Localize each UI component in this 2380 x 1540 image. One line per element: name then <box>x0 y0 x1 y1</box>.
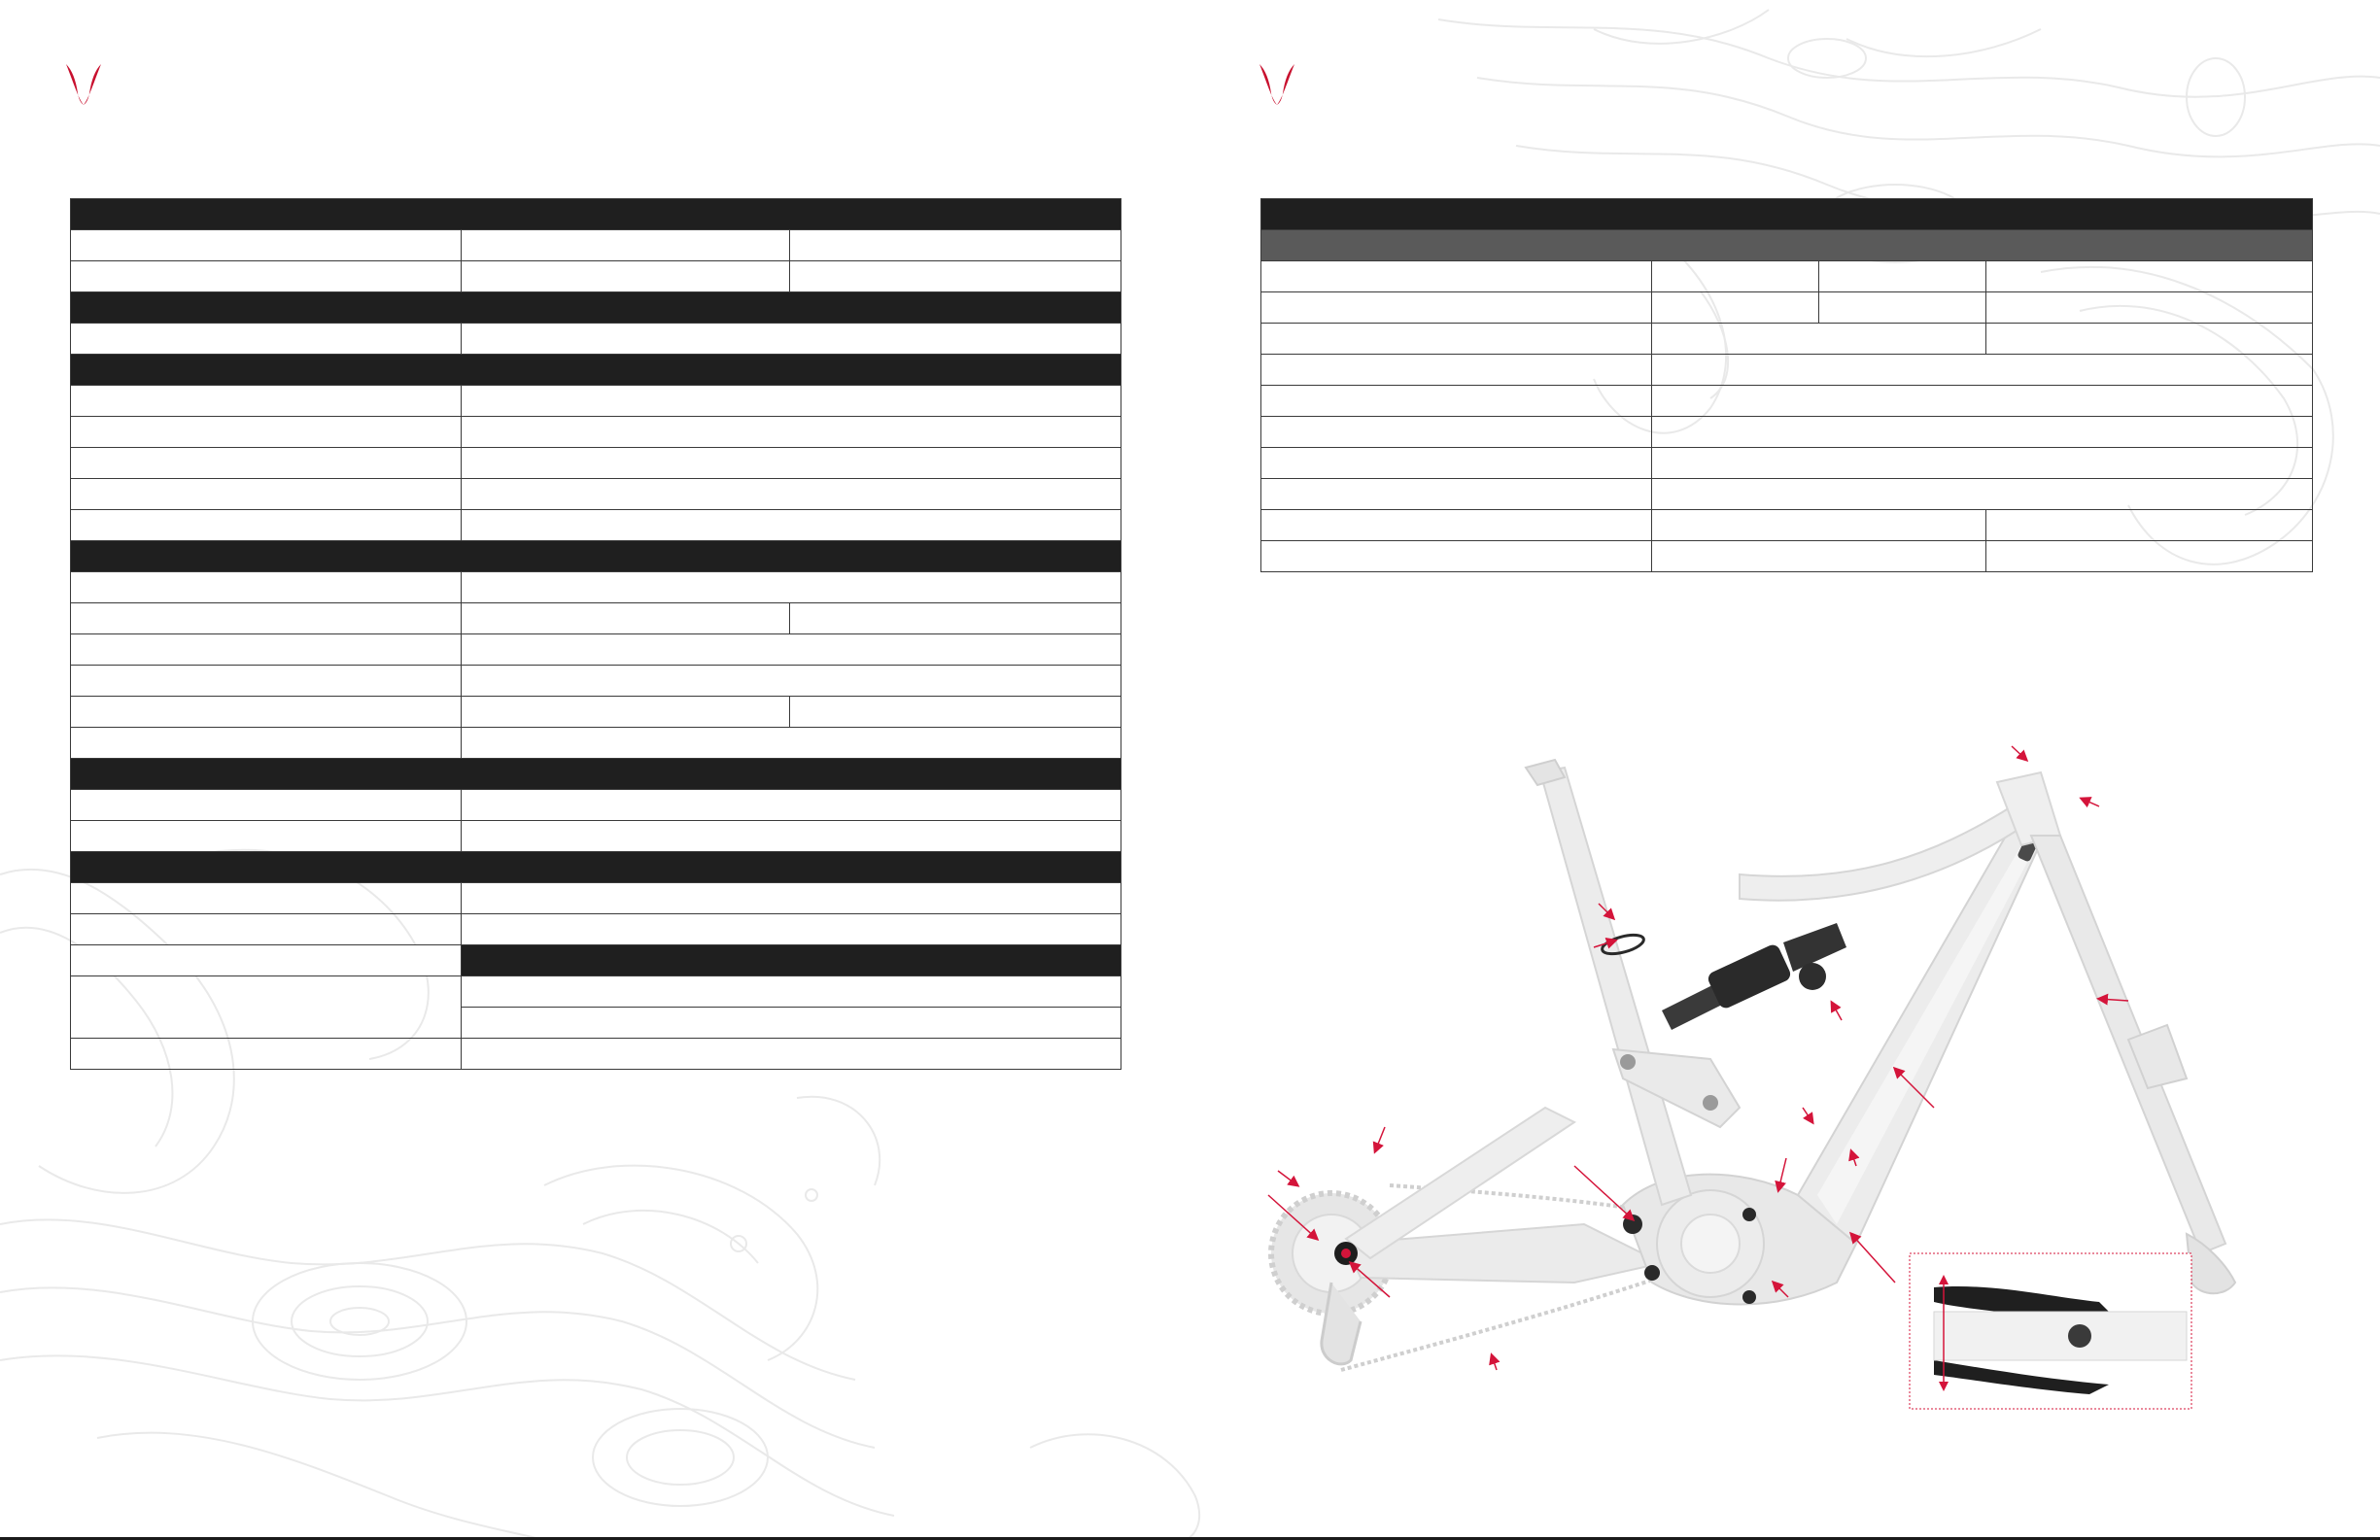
table-row <box>71 976 1121 1008</box>
table-row <box>71 914 1121 945</box>
table-row <box>71 230 1121 261</box>
brand-logo-icon <box>1258 62 1296 105</box>
table-row <box>71 603 1121 634</box>
table-row <box>1261 386 2313 417</box>
spec-table-left <box>70 198 1121 1070</box>
table-subheader <box>1261 230 2313 261</box>
table-row <box>71 386 1121 417</box>
table-section-header <box>71 541 1121 572</box>
table-row <box>71 697 1121 728</box>
table-section-header <box>1261 199 2313 230</box>
brand-logo-icon <box>64 62 103 105</box>
spec-table-right <box>1260 198 2313 572</box>
table-row <box>71 448 1121 479</box>
table-row <box>71 510 1121 541</box>
table-section-header <box>71 292 1121 324</box>
table-row <box>1261 292 2313 324</box>
rear-shock-icon <box>1662 923 1846 1030</box>
bike-frame-illustration <box>1254 738 2323 1419</box>
table-row <box>71 417 1121 448</box>
table-row <box>1261 479 2313 510</box>
table-row <box>71 728 1121 759</box>
table-row <box>71 821 1121 852</box>
table-row <box>1261 510 2313 541</box>
table-section-header <box>71 199 1121 230</box>
table-row <box>1261 448 2313 479</box>
table-row <box>71 666 1121 697</box>
table-section-header <box>71 852 1121 883</box>
table-row <box>1261 355 2313 386</box>
table-row <box>1261 324 2313 355</box>
table-row <box>1261 417 2313 448</box>
table-row <box>1261 541 2313 572</box>
table-row <box>71 790 1121 821</box>
table-row <box>71 1039 1121 1070</box>
table-section-header <box>71 759 1121 790</box>
table-row <box>71 572 1121 603</box>
detail-inset <box>1910 1253 2191 1409</box>
table-row <box>71 883 1121 914</box>
table-row <box>71 634 1121 666</box>
table-section-header <box>71 355 1121 386</box>
table-section-header <box>71 945 1121 976</box>
table-row <box>1261 261 2313 292</box>
table-row <box>71 261 1121 292</box>
table-row <box>71 324 1121 355</box>
table-row <box>71 479 1121 510</box>
